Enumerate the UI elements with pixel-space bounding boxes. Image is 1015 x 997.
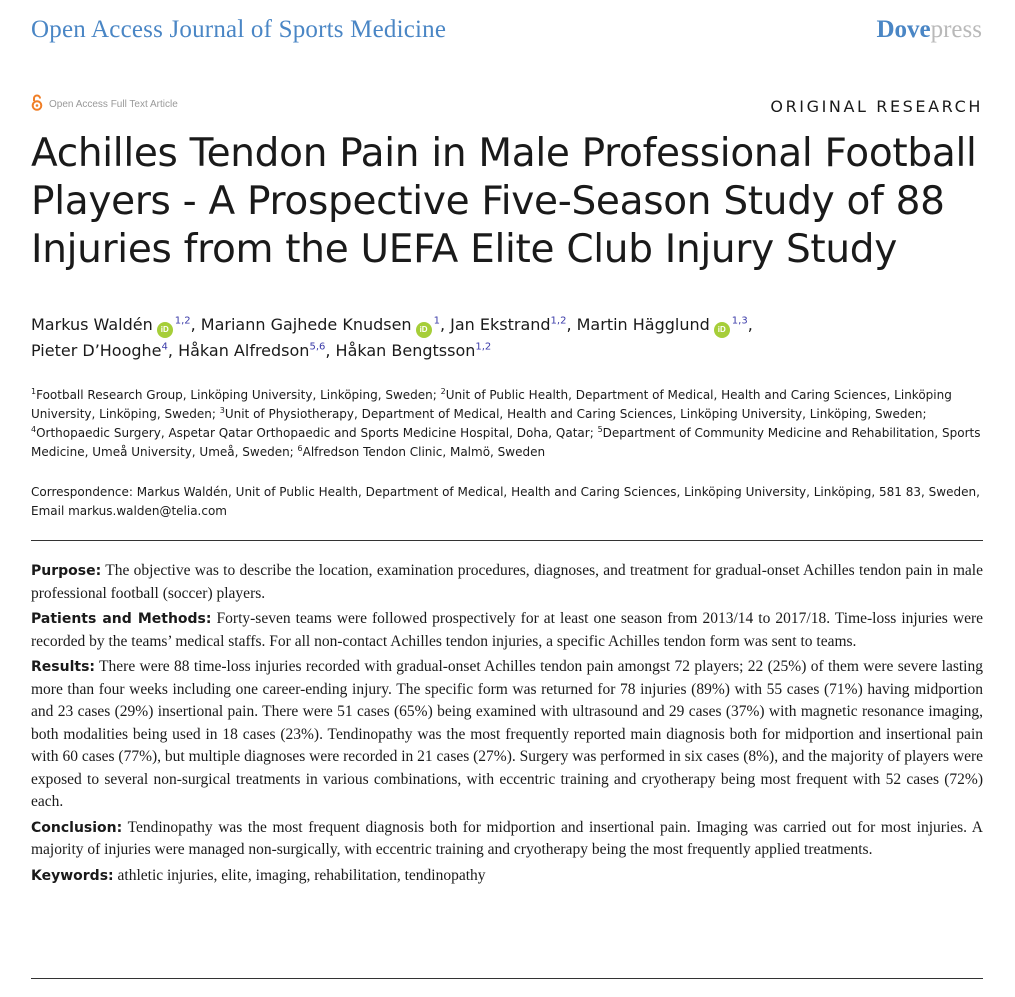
author-affiliation-number[interactable]: 1,2 [475, 341, 492, 353]
author-affiliation-number[interactable]: 1,2 [550, 315, 567, 327]
abstract-purpose [31, 560, 983, 605]
article-title: Achilles Tendon Pain in Male Professional Football Players - A Prospective Five-Season Study of 88 Injuries from the UEFA Elite Club Injury Study [31, 131, 977, 272]
abstract-keywords [31, 865, 983, 888]
affiliation-text: Alfredson Tendon Clinic, Malmö, Sweden [302, 445, 546, 459]
author [31, 341, 178, 360]
top-divider [31, 540, 983, 541]
correspondence: Correspondence: Markus Waldén, Unit of Public Health, Department of Medical, Health and Caring Sciences, Linköping University, Linköping, 581 83, Sweden, Email markus.walden@telia.com [31, 485, 980, 518]
results-text: There were 88 time-loss injuries recorded with gradual-onset Achilles tendon pain amongst 72 players; 22 (25%) of them were severe lasting more than four weeks including one career-ending injury. The specific form was returned for 78 injuries (89%) with 55 cases (71%) having midportion and 23 cases (29%) insertional pain. There were 51 cases (65%) being examined with ultrasound and 29 cases (37%) with magnetic resonance imaging, both modalities being used in 18 cases (23%). Tendinopathy was the most frequently reported main diagnosis both for midportion and insertional pain with 60 cases (77%), but multiple diagnoses were recorded in 21 cases (27%). Surgery was performed in six cases (8%), and the majority of players were exposed to several non-surgical treatments in various combinations, with eccentric training and cryotherapy being most frequent with 52 cases (72%) each. [31, 658, 983, 810]
author-name: Markus Waldén [31, 315, 153, 334]
publisher-logo-part1: Dove [876, 16, 931, 43]
affiliation-number: 3 [219, 406, 225, 415]
orcid-icon[interactable]: iD [157, 322, 173, 338]
open-access-lock-icon [31, 94, 49, 114]
author [31, 315, 201, 334]
results-label: Results: [31, 659, 95, 675]
publisher-logo [876, 16, 982, 44]
affiliation-number: 1 [31, 387, 37, 396]
author-affiliation-number[interactable]: 1,3 [731, 315, 748, 327]
affiliations [31, 386, 991, 462]
author-separator: , [167, 341, 179, 360]
purpose-text: The objective was to describe the location, examination procedures, diagnoses, and treatment for gradual-onset Achilles tendon pain in male professional football (soccer) players. [31, 562, 983, 602]
author-separator: , [747, 315, 753, 334]
author-separator: , [190, 315, 201, 334]
author-separator: , [439, 315, 451, 334]
publisher-logo-part2: press [930, 16, 982, 43]
author-name: Håkan Alfredson [178, 341, 310, 360]
affiliation-number: 5 [597, 425, 603, 434]
abstract [31, 560, 983, 890]
orcid-icon[interactable]: iD [416, 322, 432, 338]
affiliation-text: Orthopaedic Surgery, Aspetar Qatar Orthopaedic and Sports Medicine Hospital, Doha, Qatar; [36, 426, 598, 440]
purpose-label: Purpose: [31, 563, 102, 579]
affiliation-number: 4 [31, 425, 37, 434]
conclusion-label: Conclusion: [31, 819, 123, 836]
article-type: ORIGINAL RESEARCH [770, 97, 983, 116]
author-name: Mariann Gajhede Knudsen [200, 315, 412, 334]
author-name: Martin Hägglund [576, 315, 710, 334]
author [178, 341, 335, 360]
author-name: Jan Ekstrand [450, 315, 551, 334]
journal-name: Open Access Journal of Sports Medicine [31, 16, 447, 43]
bottom-divider [31, 978, 983, 979]
author-separator: , [325, 341, 336, 360]
affiliation-number: 6 [297, 444, 303, 453]
author-affiliation-number[interactable]: 5,6 [309, 341, 326, 353]
keywords-label: Keywords: [31, 867, 114, 884]
author-name: Håkan Bengtsson [335, 341, 476, 360]
affiliation-number: 2 [440, 387, 446, 396]
affiliation-text: Unit of Physiotherapy, Department of Medical, Health and Caring Sciences, Linköping University, Linköping, Sweden; [224, 407, 927, 421]
author-name: Pieter D’Hooghe [31, 341, 162, 360]
keywords-text: athletic injuries, elite, imaging, rehabilitation, tendinopathy [113, 866, 486, 884]
affiliation-text: Department of Community Medicine and Rehabilitation, Sports Medicine, Umeå University, Umeå, Sweden; [31, 426, 981, 459]
open-access-label: Open Access Full Text Article [49, 98, 178, 110]
author-affiliation-number[interactable]: 1,2 [174, 315, 191, 327]
abstract-methods [31, 608, 983, 653]
abstract-results [31, 656, 983, 814]
conclusion-text: Tendinopathy was the most frequent diagnosis both for midportion and insertional pain. Imaging was carried out for most injuries. A majority of injuries were managed non-surgically, with eccentric training and cryotherapy being the most frequently applied treatments. [31, 818, 983, 858]
methods-text: Forty-seven teams were followed prospectively for at least one season from 2013/14 to 2017/18. Time-loss injuries were recorded by the teams’ medical staffs. For all non-contact Achilles tendon injuries, a specific Achilles tendon form was sent to teams. [31, 610, 983, 650]
abstract-conclusion [31, 817, 983, 862]
affiliation-text: Unit of Public Health, Department of Medical, Health and Caring Sciences, Linköping University, Linköping, Sweden; [31, 388, 952, 421]
author [336, 341, 492, 360]
author-affiliation-number[interactable]: 1 [433, 315, 440, 327]
author [450, 315, 577, 334]
orcid-icon[interactable]: iD [714, 322, 730, 338]
methods-label: Patients and Methods: [31, 611, 212, 627]
author-affiliation-number[interactable]: 4 [161, 341, 168, 353]
author-separator: , [566, 315, 577, 334]
author [201, 315, 450, 334]
author-list [31, 312, 996, 364]
author [577, 315, 753, 334]
affiliation-text: Football Research Group, Linköping University, Linköping, Sweden; [36, 388, 441, 402]
open-access-badge [31, 94, 178, 114]
